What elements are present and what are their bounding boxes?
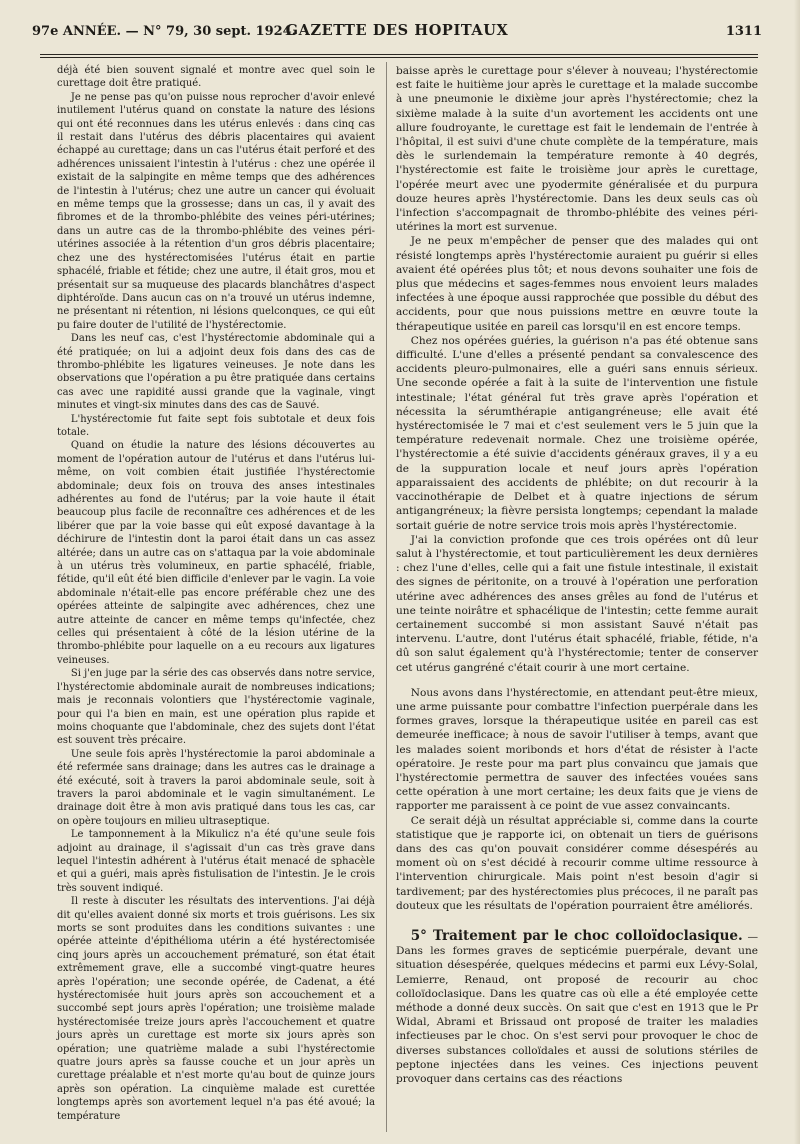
page-number: 1311: [725, 24, 762, 39]
header-rule: [40, 54, 758, 55]
column-separator: [386, 62, 387, 1132]
scan-edge: [794, 0, 800, 1144]
paragraph: J'ai la conviction profonde que ces trois opérées ont dû leur salut à l'hystérectomie, et tout particulièrement les deux dernières : chez l'une d'elles, celle qui a fait une fistule intestinale, il existait des signes de péritonite, on a trouvé à l'opération une perforation utérine avec adhérences des anses grêles au fond de l'utérus et une teinte noirâtre et sphacélique de l'intestin; cette femme aurait certainement succombé si mon assistant Sauvé n'était pas intervenu. L'autre, dont l'utérus était sphacélé, friable, fétide, n'a dû son salut également qu'à l'hystérectomie; tenter de conserver cet utérus gangréné c'était courir à une mort certaine.: [396, 533, 758, 674]
paragraph: Quand on étudie la nature des lésions découvertes au moment de l'opération autour de l'utérus et dans l'utérus lui-même, on voit combien était justifiée l'hystérectomie abdominale; deux fois on trouva des anses intestinales adhérentes au fond de l'utérus; par la voie haute il était beaucoup plus facile de reconnaître ces adhérences et de les libérer que par la voie basse qui eût exposé davantage à la déchirure de l'intestin dont la paroi était dans un cas assez altérée; dans un autre cas on s'attaqua par la voie abdominale à un utérus très volumineux, en partie sphacélé, friable, fétide, qu'il eût été bien difficile d'enlever par le vagin. La voie abdominale n'était-elle pas encore préférable chez une des opérées atteinte de salpingite avec adhérences, chez une autre atteinte de cancer en même temps qu'infectée, chez celles qui présentaient à côté de la lésion utérine de la thrombo-phlébite pour laquelle on a eu recours aux ligatures veineuses.: [57, 440, 375, 666]
left-column: [57, 64, 375, 1123]
paragraph: baisse après le curettage pour s'élever à nouveau; l'hystérectomie est faite le huitième jour après le curettage et la malade succombe à une pneumonie le dixième jour après l'hystérectomie; chez la sixième malade à la suite d'un avortement les accidents ont une allure foudroyante, le curettage est fait le lendemain de l'entrée à l'hôpital, il est suivi d'une chute complète de la température, mais dès le surlendemain la température remonte à 40 degrés, l'hystérectomie est faite le troisième jour après le curettage, l'opérée meurt avec une pyodermite généralisée et du purpura douze heures après l'hystérectomie. Dans les deux seuls cas où l'infection s'accompagnait de thrombo-phlébite des veines péri-utérines la mort est survenue.: [396, 65, 758, 234]
paragraph: Dans les neuf cas, c'est l'hystérectomie abdominale qui a été pratiquée; on lui a adjoint deux fois dans des cas de thrombo-phlébite les ligatures veineuses. Je note dans les observations que l'opération a pu être pratiquée dans certains cas avec une rapidité aussi grande que la vaginale, vingt minutes et vingt-six minutes dans des cas de Sauvé.: [57, 333, 375, 412]
section-text: — Dans les formes graves de septicémie puerpérale, devant une situation désespérée, quelques médecins et parmi eux Lévy-Solal, Lemierre, Renaud, ont proposé de recourir au choc colloïdoclasique. Dans les quatre cas où elle a été employée cette méthode a donné deux succès. On sait que c'est en 1913 que le Pr Widal, Abrami et Brissaud ont proposé de traiter les maladies infectieuses par le choc. On s'est servi pour provoquer le choc de diverses substances colloïdales et aussi de solutions stériles de peptone injectées dans les veines. Ces injections peuvent provoquer dans certains cas des réactions: [396, 930, 758, 1086]
journal-title: GAZETTE DES HOPITAUX: [285, 22, 509, 39]
paragraph: Une seule fois après l'hystérectomie la paroi abdominale a été refermée sans drainage; dans les autres cas le drainage a été exécuté, soit à travers la paroi abdominale seule, soit à travers la paroi abdominale et le vagin simultanément. Le drainage doit être à mon avis pratiqué dans tous les cas, car on opère toujours en milieu ultraseptique.: [57, 748, 375, 827]
paragraph: Ce serait déjà un résultat appréciable si, comme dans la courte statistique que je rapporte ici, on obtenait un tiers de guérisons dans des cas qu'on pouvait considérer comme désespérés au moment où on s'est décidé à recourir comme ultime ressource à l'intervention chirurgicale. Mais point n'est besoin d'agir si tardivement; par des hystérectomies plus précoces, il ne paraît pas douteux que les résultats de l'opération pourraient être améliorés.: [396, 814, 758, 912]
section-title: 5° Traitement par le choc colloïdoclasique.: [410, 927, 743, 944]
paragraph: déjà été bien souvent signalé et montre avec quel soin le curettage doit être pratiqué.: [57, 65, 375, 90]
paragraph: L'hystérectomie fut faite sept fois subtotale et deux fois totale.: [57, 413, 375, 438]
issue-info: 97e ANNÉE. — N° 79, 30 sept. 1924.: [32, 24, 297, 39]
paragraph: Nous avons dans l'hystérectomie, en attendant peut-être mieux, une arme puissante pour combattre l'infection puerpérale dans les formes graves, lorsque la thérapeutique usitée en pareil cas est demeurée inefficace; à nous de savoir l'utiliser à temps, avant que les malades soient moribonds et hors d'état de résister à l'acte opératoire. Je reste pour ma part plus convaincu que jamais que l'hystérectomie permettra de sauver des infectées vouées sans cette opération à une mort certaine; les deux faits que je viens de rapporter me paraissent à ce point de vue assez convaincants.: [396, 686, 758, 813]
paragraph: Si j'en juge par la série des cas observés dans notre service, l'hystérectomie abdominale aurait de nombreuses indications; mais je reconnais volontiers que l'hystérectomie vaginale, pour qui l'a bien en main, est une opération plus rapide et moins choquante que l'abdominale, chez des sujets dont l'état est souvent très précaire.: [57, 668, 375, 747]
right-column: [396, 64, 758, 1086]
paragraph: Le tamponnement à la Mikulicz n'a été qu'une seule fois adjoint au drainage, il s'agissait d'un cas très grave dans lequel l'intestin adhérent à l'utérus était menacé de sphacèle et qui a guéri, mais après fistulisation de l'intestin. Je le crois très souvent indiqué.: [57, 829, 375, 894]
header-rule-double: [40, 57, 758, 58]
paragraph: Je ne pense pas qu'on puisse nous reprocher d'avoir enlevé inutilement l'utérus quand on constate la nature des lésions qui ont été reconnues dans les utérus enlevés : dans cinq cas il restait dans l'utérus des débris placentaires qui avaient échappé au curettage; dans un cas l'utérus était perforé et des adhérences unissaient l'intestin à l'utérus : chez une opérée il existait de la salpingite en même temps que des adhérences de l'intestin à l'utérus; chez une autre un cancer qui évoluait en même temps que la grossesse; dans un cas, il y avait des fibromes et de la thrombo-phlébite des veines péri-utérines; dans un autre cas de la thrombo-phlébite des veines péri-utérines associée à la rétention d'un gros débris placentaire; chez une des hystérectomisées l'utérus était en partie sphacélé, friable et fétide; chez une autre, il était gros, mou et présentait sur sa muqueuse des placards blanchâtres d'aspect diphtéroïde. Dans aucun cas on n'a trouvé un utérus indemne, ne présentant ni rétention, ni lésions quelconques, ce qui eût pu faire douter de l'utilité de l'hystérectomie.: [57, 91, 375, 331]
paragraph: Il reste à discuter les résultats des interventions. J'ai déjà dit qu'elles avaient donné six morts et trois guérisons. Les six morts se sont produites dans les conditions suivantes : une opérée atteinte d'épithélioma utérin a été hystérectomisée cinq jours après un accouchement prématuré, son état était extrêmement grave, elle a succombé vingt-quatre heures après l'opération; une seconde opérée, de Cadenat, a été hystérectomisée huit jours après son accouchement et a succombé sept jours après l'opération; une troisième malade hystérectomisée treize jours après l'accouchement et quatre jours après un curettage est morte six jours après son opération; une quatrième malade a subi l'hystérectomie quatre jours après sa fausse couche et un jour après un curettage préalable et n'est morte qu'au bout de quinze jours après son opération. La cinquième malade est curettée longtemps après son avortement lequel n'a pas été avoué; la température: [57, 896, 375, 1122]
paragraph: Chez nos opérées guéries, la guérison n'a pas été obtenue sans difficulté. L'une d'elles a présenté pendant sa convalescence des accidents pleuro-pulmonaires, elle a guéri sans ennuis sérieux. Une seconde opérée a fait à la suite de l'intervention une fistule intestinale; l'état général fut très grave après l'opération et nécessita la sérumthérapie antigangréneuse; elle avait été hystérectomisée le 7 mai et c'est seulement vers le 5 juin que la température redevenait normale. Chez une troisième opérée, l'hystérectomie a été suivie d'accidents généraux graves, il y a eu de la suppuration locale et neuf jours après l'opération apparaissaient des accidents de phlébite; on dut recourir à la vaccinothérapie de Delbet et à quatre injections de sérum antigangréneux; la fièvre persista longtemps; cependant la malade sortait guérie de notre service trois mois après l'hystérectomie.: [396, 334, 758, 532]
section-paragraph: [396, 929, 758, 1086]
page-header: [32, 22, 762, 46]
paragraph: Je ne peux m'empêcher de penser que des malades qui ont résisté longtemps après l'hystérectomie auraient pu guérir si elles avaient été opérées plus tôt; et nous devons souhaiter une fois de plus que médecins et sages-femmes nous envoient leurs malades infectées à une époque aussi rapprochée que possible du début des accidents, pour que nous puissions mettre en œuvre toute la thérapeutique usitée en pareil cas lorsqu'il en est encore temps.: [396, 235, 758, 333]
